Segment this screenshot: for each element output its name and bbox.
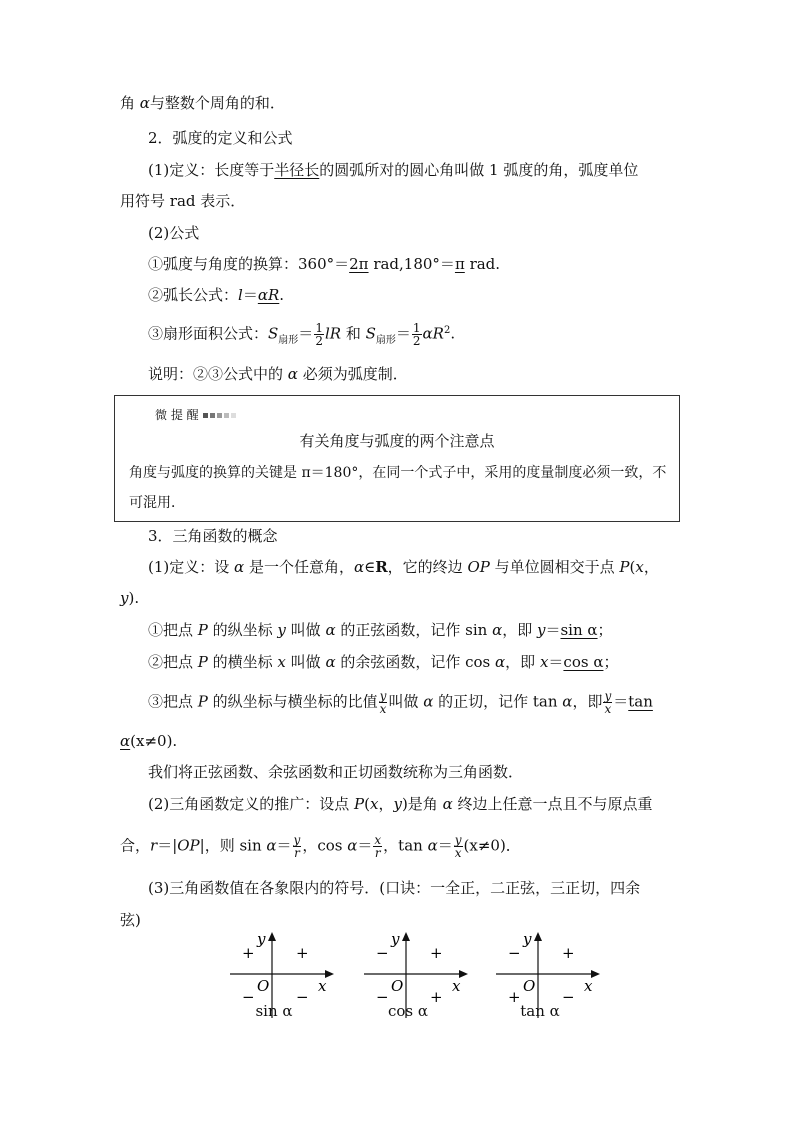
text-fragment: 的圆弧所对的圆心角叫做 1 弧度的角，弧度单位 [319,161,639,179]
dot [203,413,208,418]
numerator: 1 [315,321,323,335]
fraction [603,690,612,715]
text-fragment: . [279,286,285,304]
fraction [314,322,324,347]
quadrant-2-sign: − [508,944,521,962]
alpha-symbol: α [287,365,298,383]
generalization-line [148,794,653,814]
math-var: P [619,558,630,576]
numerator: y [454,833,462,847]
tangent-definition-line [148,690,653,715]
text-fragment: 叫做 [285,653,326,671]
fraction [412,322,422,347]
denominator: x [379,702,387,716]
denominator: r [374,846,381,860]
text-fragment: ＝ [298,324,314,343]
text-fragment: 说明：②③公式中的 [148,365,288,383]
numerator: y [293,833,301,847]
quadrant-diagram [362,930,472,1029]
underlined-answer: 2π [349,255,369,273]
alpha-symbol: α [347,836,358,855]
math-var: y [536,621,546,639]
quadrant-diagram [494,930,604,1029]
text-fragment: 与整数个周角的和． [149,94,285,112]
text-fragment: 必须为弧度制． [297,365,408,383]
text-fragment: . [172,732,178,750]
reminder-text: 角度与弧度的换算的关键是 π＝180°，在同一个式子中，采用的度量制度必须一致，不可混用． [129,465,667,511]
origin-label: O [257,977,270,995]
text-fragment: ＝ [395,324,411,343]
diagram-caption: cos α [387,1002,429,1020]
underlined-answer: 半径长 [274,161,320,179]
y-axis-arrow-icon [268,932,276,941]
quadrant-4-sign: − [562,988,575,1006]
denominator: r [294,846,300,860]
math-var: αR [422,324,444,343]
numerator: y [379,689,387,703]
math-var: OP [467,558,490,576]
sine-definition-line [148,620,613,640]
text-fragment: ，tan [383,836,428,855]
alpha-symbol: α [325,621,336,639]
explanation-line [148,364,408,384]
reminder-dots-icon [203,408,238,422]
alpha-symbol: α [562,692,573,711]
numerator: 1 [412,321,421,335]
underlined-answer: α [120,732,131,750]
summary-line: 我们将正弦函数、余弦函数和正切函数统称为三角函数． [148,763,524,781]
alpha-symbol: α [266,836,277,855]
arc-length-line [148,285,284,305]
underlined-answer: tan [628,692,653,711]
alpha-symbol: α [423,692,434,711]
text-fragment: 叫做 [285,621,326,639]
text-fragment: ＝ [437,836,453,855]
math-var: S [268,324,279,343]
math-var: P [197,692,208,711]
dot [210,413,215,418]
fraction [379,690,388,715]
y-axis-label: y [391,930,400,948]
alpha-symbol: α [427,836,438,855]
fraction [373,834,382,859]
math-var: l [238,286,243,304]
alpha-symbol: α [492,621,503,639]
quadrant-2-sign: + [242,944,255,962]
text-fragment: ，即 [572,692,603,711]
text-fragment: 的纵坐标 [207,621,278,639]
text-fragment: rad,180°＝ [368,255,455,273]
text-fragment: )是角 [401,795,443,813]
diagram-caption: tan α [520,1002,560,1020]
text-fragment: (2)三角函数定义的推广：设点 [148,795,355,813]
tangent-definition-line-2 [120,731,177,751]
sector-area-line [148,322,455,347]
text-fragment: (x≠0) [463,836,506,855]
math-var: S [365,324,376,343]
reminder-label [155,406,238,423]
definition-line-2: 用符号 rad 表示． [120,192,246,210]
x-axis-label: x [452,977,461,995]
alpha-symbol: α [234,558,245,576]
text-fragment: . [450,324,456,343]
fraction [293,834,302,859]
text-fragment: 的纵坐标与横坐标的比值 [207,692,378,711]
text-fragment: 角 [120,94,140,112]
text-fragment: 的正切，记作 tan [433,692,563,711]
definition-line [148,160,638,180]
text-fragment: ③扇形面积公式： [148,324,269,343]
text-fragment: 是一个任意角， [244,558,354,576]
fraction [454,834,463,859]
denominator: 2 [315,334,323,348]
math-var: y [277,621,286,639]
text-fragment: ①弧度与角度的换算：360°＝ [148,255,350,273]
alpha-symbol: α [495,653,506,671]
text-fragment: ②弧长公式： [148,286,239,304]
text-fragment: ＝ [548,653,564,671]
section-heading: 2．弧度的定义和公式 [148,129,293,147]
alpha-symbol: α [325,653,336,671]
denominator: x [454,846,462,860]
numerator: x [374,833,382,847]
text-fragment: rad. [464,255,501,273]
dot [231,413,236,418]
numerator: y [604,689,612,703]
cosine-definition-line [148,652,618,672]
text-fragment: ＝ [276,836,292,855]
text-fragment: ＝ [545,621,561,639]
text-fragment: ，它的终边 [387,558,468,576]
alpha-symbol: α [442,795,453,813]
text-fragment: ③把点 [148,692,198,711]
text-fragment: 叫做 [388,692,424,711]
text-fragment: ＝ [357,836,373,855]
text-fragment: ； [603,653,619,671]
y-axis-arrow-icon [534,932,542,941]
text-fragment: 合， [120,836,151,855]
text-fragment: 的正弦函数，记作 sin [335,621,493,639]
quadrant-4-sign: − [296,988,309,1006]
quadrant-3-sign: − [376,988,389,1006]
generalization-line-2 [120,834,521,859]
text-fragment: 的横坐标 [207,653,278,671]
origin-label: O [391,977,404,995]
text-fragment: 和 [341,324,366,343]
trig-definition-line-2 [120,588,139,608]
text-fragment: ( [364,795,370,813]
underlined-answer: cos α [563,653,604,671]
real-set-symbol: R [375,558,388,576]
text-fragment: ＝| [157,836,178,855]
text-fragment: ). [128,589,140,607]
formula-heading: (2)公式 [148,224,200,242]
math-var: y [393,795,402,813]
subscript: 扇形 [278,334,299,346]
quadrant-3-sign: + [508,988,521,1006]
quadrant-3-sign: − [242,988,255,1006]
x-axis-label: x [584,977,593,995]
text-fragment: ． [505,836,521,855]
text-fragment: ； [597,621,613,639]
math-var: lR [324,324,342,343]
quadrant-1-sign: + [562,944,575,962]
y-axis-label: y [257,930,266,948]
text-fragment: ②把点 [148,653,198,671]
reminder-label-text: 微 提 醒 [155,408,199,422]
quadrant-diagram [228,930,338,1029]
x-axis-label: x [318,977,327,995]
text-fragment: ＝ [242,286,258,304]
math-var: y [120,589,129,607]
section-heading: 3．三角函数的概念 [148,527,278,545]
math-var: P [354,795,365,813]
math-var: x [277,653,286,671]
math-var: x [635,558,644,576]
text-fragment: ①把点 [148,621,198,639]
text-fragment: ， [378,795,394,813]
signs-line-2: 弦) [120,911,141,929]
text-fragment: ＝ [613,692,629,711]
text-fragment: ( [629,558,636,576]
dot [217,413,222,418]
origin-label: O [523,977,536,995]
y-axis-arrow-icon [402,932,410,941]
reminder-box [114,395,680,522]
text-line [120,93,285,113]
underlined-answer: αR [257,286,280,304]
text-fragment: (x≠0) [130,732,173,750]
math-var: x [539,653,549,671]
y-axis-label: y [523,930,532,948]
text-fragment: 与单位圆相交于点 [489,558,620,576]
underlined-answer: π [454,255,465,273]
text-fragment: |，则 sin [199,836,267,855]
text-fragment: ，cos [302,836,348,855]
text-fragment: ，即 [505,653,540,671]
diagram-caption: sin α [255,1002,293,1020]
text-fragment: 的余弦函数，记作 cos [335,653,496,671]
math-var: P [197,621,208,639]
signs-line: (3)三角函数值在各象限内的符号．(口诀：一全正，二正弦，三正切，四余 [148,879,641,897]
quadrant-1-sign: + [296,944,309,962]
math-var: OP [177,836,200,855]
dot [224,413,229,418]
text-fragment: ，即 [502,621,537,639]
alpha-symbol: α [353,558,365,576]
quadrant-4-sign: + [430,988,443,1006]
math-var: x [369,795,379,813]
denominator: x [604,702,612,716]
math-var: P [197,653,208,671]
text-fragment: ， [643,558,659,576]
conversion-line [148,254,500,274]
reminder-title: 有关角度与弧度的两个注意点 [299,432,495,450]
text-fragment: 终边上任意一点且不与原点重 [452,795,653,813]
text-fragment: (1)定义：长度等于 [148,161,275,179]
subscript: 扇形 [375,334,396,346]
text-fragment: (1)定义：设 [148,558,235,576]
math-var: r [150,836,158,855]
quadrant-2-sign: − [376,944,389,962]
underlined-answer: sin α [560,621,598,639]
quadrant-1-sign: + [430,944,443,962]
trig-definition-line [148,557,659,577]
alpha-symbol: α [139,94,150,112]
denominator: 2 [412,334,421,348]
text-fragment: ∈ [364,558,376,576]
superscript: 2 [443,324,451,336]
